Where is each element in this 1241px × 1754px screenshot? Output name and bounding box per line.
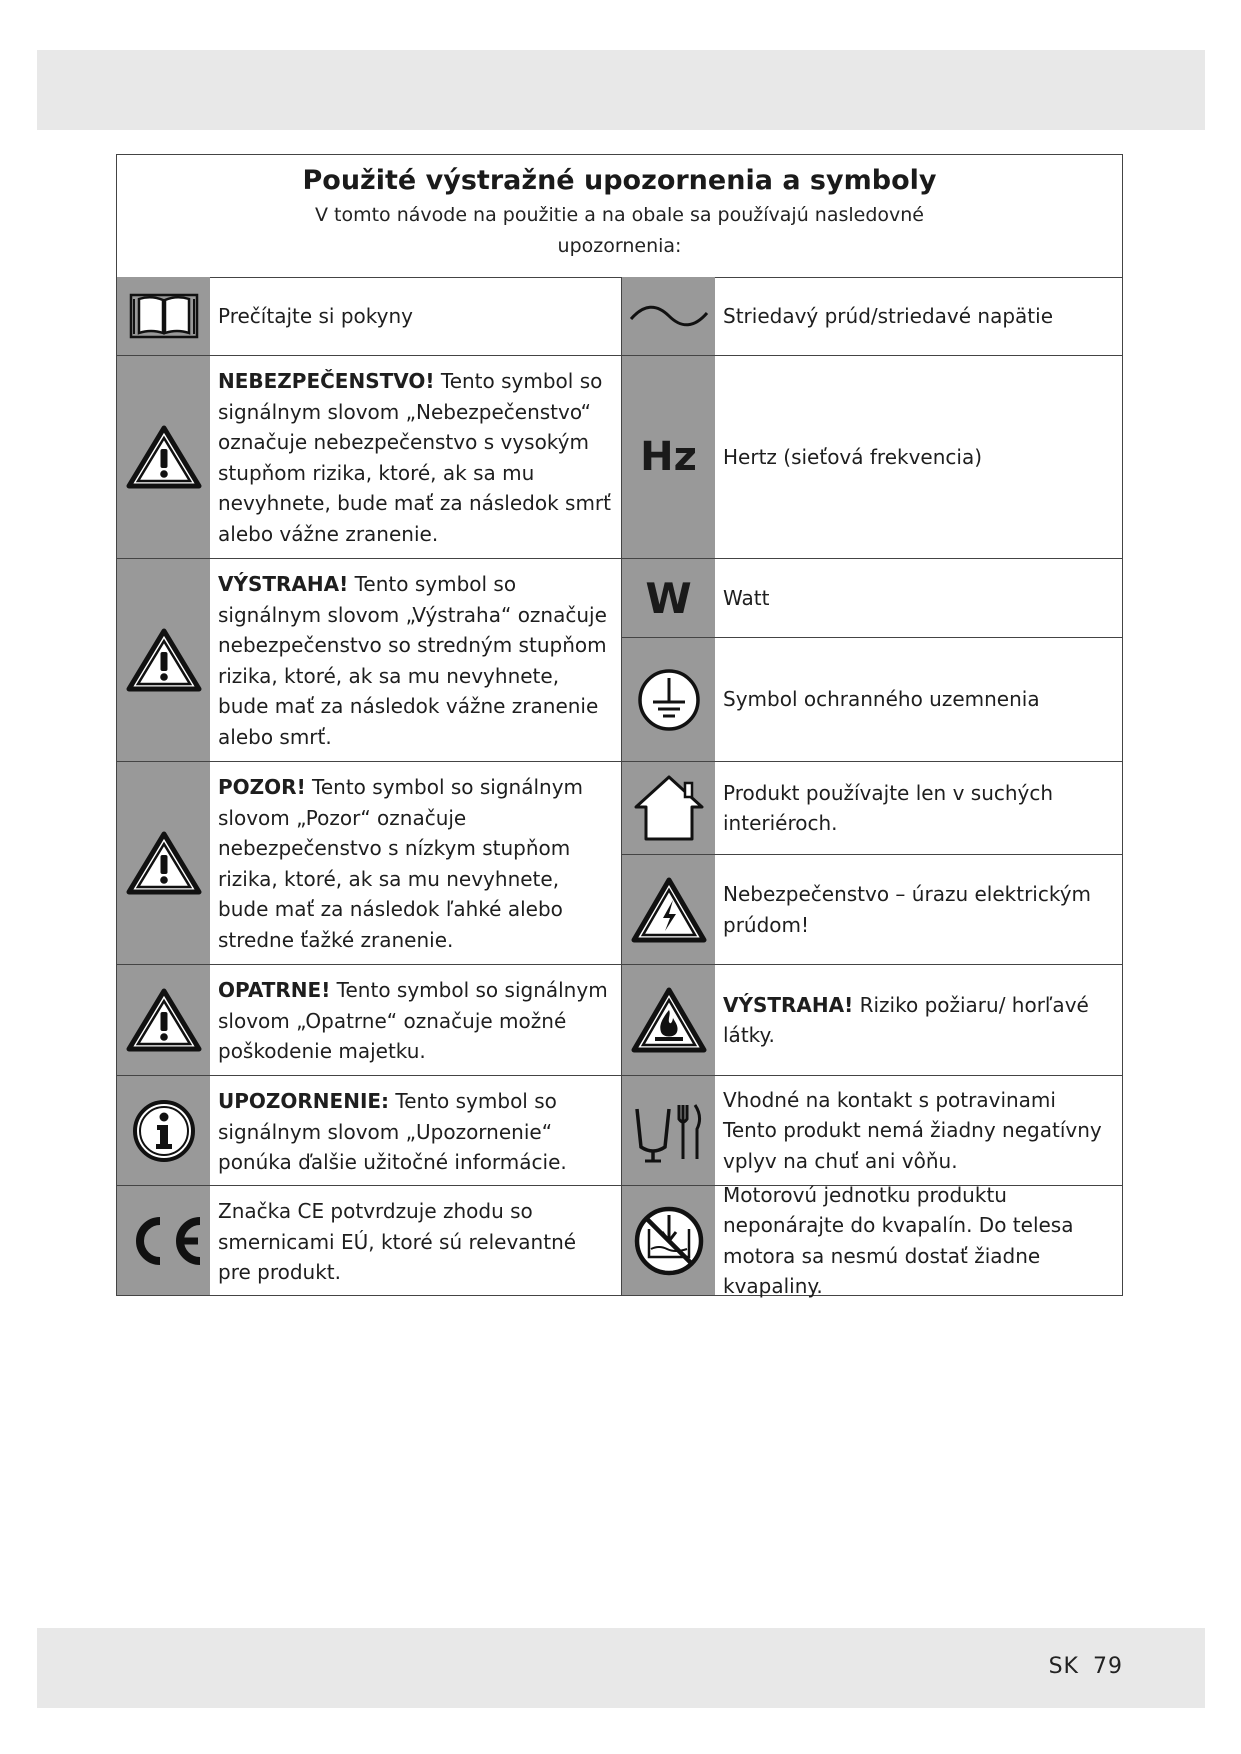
indoor-house-icon	[622, 762, 715, 854]
list-item	[622, 762, 1122, 855]
warning-triangle-icon	[117, 559, 210, 761]
warning-triangle-icon	[117, 762, 210, 964]
row-text: OPATRNE! Tento symbol so signálnym slovom „Opatrne“ označuje možné poškodenie majetku.	[218, 978, 608, 1063]
warning-triangle-icon	[117, 965, 210, 1075]
row-text: POZOR! Tento symbol so signálnym slovom „Pozor“ označuje nebezpečenstvo s nízkym stupňom rizika, ktoré, ak sa mu nevyhnete, bude mať za následok ľahké alebo stredne ťažké zranenie.	[218, 775, 584, 952]
alternating-current-icon	[622, 277, 715, 355]
row-text: VÝSTRAHA! Tento symbol so signálnym slovom „Výstraha“ označuje nebezpečenstvo so stredným stupňom rizika, ktoré, ak sa mu nevyhnete, bude mať za následok vážne zranenie alebo smrť.	[218, 572, 607, 749]
list-item	[622, 559, 1122, 638]
info-icon	[117, 1076, 210, 1185]
list-item	[117, 1076, 621, 1186]
hertz-icon: Hz	[640, 434, 697, 480]
table-header	[117, 155, 1122, 278]
list-item	[622, 855, 1122, 965]
no-immersion-icon	[622, 1186, 715, 1295]
electric-shock-icon	[622, 855, 715, 964]
list-item	[622, 1076, 1122, 1186]
row-text: VÝSTRAHA! Riziko požiaru/ horľavé látky.	[723, 992, 1089, 1047]
row-text: Nebezpečenstvo – úrazu elektrickým prúdom!	[723, 882, 1092, 937]
row-text: Hertz (sieťová frekvencia)	[723, 444, 983, 469]
bottom-band	[37, 1628, 1205, 1708]
list-item	[622, 638, 1122, 762]
row-text: Vhodné na kontakt s potravinami Tento produkt nemá žiadny negatívny vplyv na chuť ani vôňu.	[723, 1087, 1102, 1173]
row-text: NEBEZPEČENSTVO! Tento symbol so signálnym slovom „Nebezpečenstvo“ označuje nebezpečenstvo s vysokým stupňom rizika, ktoré, ak sa mu nevyhnete, bude mať za následok smrť alebo vážne zranenie.	[218, 369, 611, 546]
row-text: Striedavý prúd/striedavé napätie	[723, 303, 1054, 328]
row-text: UPOZORNENIE: Tento symbol so signálnym slovom „Upozornenie“ ponúka ďalšie užitočné informácie.	[218, 1089, 567, 1174]
warning-triangle-icon	[117, 356, 210, 558]
list-item	[117, 277, 621, 356]
row-text: Prečítajte si pokyny	[218, 303, 413, 328]
row-text: Motorovú jednotku produktu neponárajte do kvapalín. Do telesa motora sa nesmú dostať žiadne kvapaliny.	[723, 1182, 1074, 1298]
protective-earth-icon	[622, 638, 715, 761]
list-item	[622, 356, 1122, 559]
row-text: Značka CE potvrdzuje zhodu so smernicami EÚ, ktoré sú relevantné pre produkt.	[218, 1199, 577, 1284]
ce-mark-icon	[117, 1186, 210, 1295]
page-subtitle: V tomto návode na použitie a na obale sa používajú nasledovné upozornenia:	[314, 204, 924, 257]
list-item	[117, 965, 621, 1076]
top-band	[37, 50, 1205, 130]
list-item	[622, 965, 1122, 1076]
row-text: Produkt používajte len v suchých interiéroch.	[723, 780, 1054, 835]
list-item	[117, 1186, 621, 1295]
row-text: Symbol ochranného uzemnenia	[723, 687, 1040, 712]
language-code: SK	[1048, 1654, 1079, 1679]
page-footer	[1049, 1654, 1123, 1679]
left-column	[117, 277, 622, 1295]
list-item	[117, 559, 621, 762]
symbols-table	[116, 154, 1123, 1296]
food-safe-icon	[622, 1076, 715, 1185]
page-number: 79	[1093, 1654, 1123, 1679]
list-item	[622, 1182, 1122, 1298]
row-text: Watt	[723, 585, 770, 610]
list-item	[622, 277, 1122, 356]
page-title: Použité výstražné upozornenia a symboly	[302, 165, 937, 196]
list-item	[117, 762, 621, 965]
list-item	[117, 356, 621, 559]
fire-hazard-icon	[622, 965, 715, 1075]
watt-icon: W	[645, 573, 692, 623]
book-icon	[117, 277, 210, 355]
right-column	[622, 277, 1122, 1298]
